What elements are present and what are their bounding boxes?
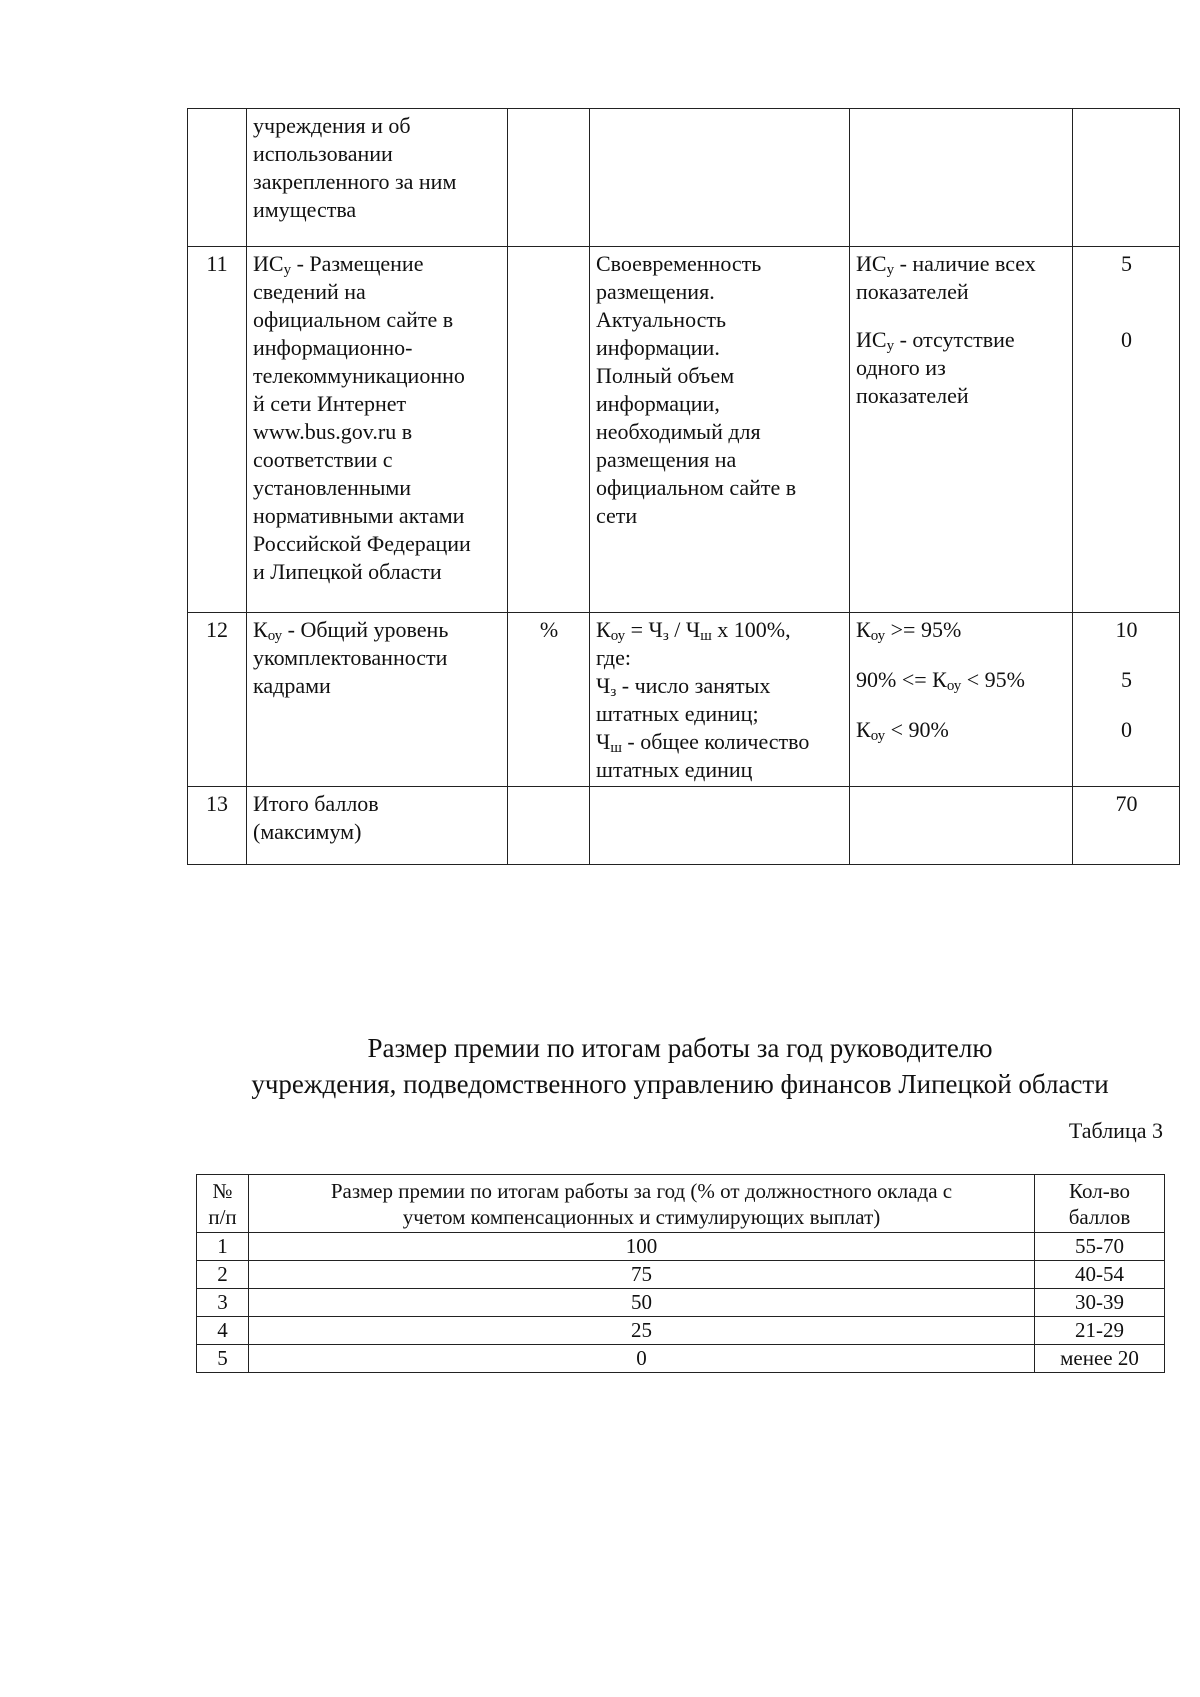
indicator-line: www.bus.gov.ru в xyxy=(253,419,413,444)
method-line: размещения. xyxy=(596,279,715,304)
indicator-line: использовании xyxy=(253,141,393,166)
points-cell xyxy=(1073,109,1180,247)
method-line: $Ч_ш$ - общее количество xyxy=(596,729,810,756)
indicator-line: Итого баллов xyxy=(253,791,379,816)
method-line: размещения на xyxy=(596,447,737,472)
indicator-line: соответствии с xyxy=(253,447,393,472)
unit-cell xyxy=(508,247,590,613)
criterion-line: одного из xyxy=(856,355,946,380)
indicator-line: закрепленного за ним xyxy=(253,169,457,194)
indicator-name-cell xyxy=(247,109,508,247)
indicator-line: и Липецкой области xyxy=(253,559,442,584)
points-cell xyxy=(1073,247,1180,613)
method-line: Своевременность xyxy=(596,251,762,276)
table-row xyxy=(197,1345,1165,1373)
table-row-total xyxy=(188,787,1180,865)
method-line: $Ч_з$ - число занятых xyxy=(596,673,771,700)
indicator-name-cell xyxy=(247,787,508,865)
indicator-line: Российской Федерации xyxy=(253,531,471,556)
table-header-row xyxy=(197,1175,1165,1233)
indicator-line: установленными xyxy=(253,475,412,500)
method-cell xyxy=(590,247,850,613)
bonus-size-cell: 100 xyxy=(249,1233,1035,1261)
method-line: официальном сайте в xyxy=(596,475,797,500)
points-cell: 70 xyxy=(1073,787,1180,865)
criteria-cell xyxy=(850,613,1073,787)
row-number-cell: 1 xyxy=(197,1233,249,1261)
unit-cell xyxy=(508,787,590,865)
method-line: штатных единиц; xyxy=(596,701,759,726)
method-cell xyxy=(590,109,850,247)
method-line: Актуальность xyxy=(596,307,727,332)
indicator-line: официальном сайте в xyxy=(253,307,454,332)
indicator-line: $ИС_у$ - Размещение xyxy=(253,251,424,278)
indicator-name-cell xyxy=(247,613,508,787)
row-number-cell: 13 xyxy=(188,787,247,865)
indicator-line: й сети Интернет xyxy=(253,391,407,416)
heading-line: Размер премии по итогам работы за год руководителю xyxy=(367,1033,993,1063)
table-row xyxy=(197,1261,1165,1289)
column-header-num: № п/п xyxy=(197,1175,249,1233)
criteria-cell xyxy=(850,787,1073,865)
row-number-cell xyxy=(188,109,247,247)
points-value: 5 xyxy=(1121,667,1132,692)
criterion-line: показателей xyxy=(856,279,969,304)
method-line: информации. xyxy=(596,335,720,360)
method-cell xyxy=(590,613,850,787)
bonus-size-cell: 75 xyxy=(249,1261,1035,1289)
column-header-size: Размер премии по итогам работы за год (% от должностного оклада с учетом компенсационных и стимулирующих выплат) xyxy=(249,1175,1035,1233)
points-value: 10 xyxy=(1115,617,1138,642)
heading-line: учреждения, подведомственного управлению финансов Липецкой области xyxy=(251,1069,1109,1099)
table-row xyxy=(188,613,1180,787)
table-caption: Таблица 3 xyxy=(1068,1118,1163,1143)
indicator-line: $К_{оу}$ - Общий уровень xyxy=(253,617,449,644)
points-range-cell: 30-39 xyxy=(1035,1289,1165,1317)
method-line: информации, xyxy=(596,391,720,416)
method-cell xyxy=(590,787,850,865)
points-value: 0 xyxy=(1121,717,1132,742)
indicator-line: телекоммуникационно xyxy=(253,363,465,388)
table-row-continuation xyxy=(188,109,1180,247)
method-line: необходимый для xyxy=(596,419,761,444)
criterion-line: $90\% <= К_{оу} < 95\%$ xyxy=(856,667,1025,694)
method-line: сети xyxy=(596,503,638,528)
formula-line: $К_{оу} = Ч_з / Ч_ш$ х 100%, xyxy=(596,617,791,644)
indicator-line: укомплектованности xyxy=(253,645,448,670)
row-number-cell: 4 xyxy=(197,1317,249,1345)
points-value: 5 xyxy=(1121,251,1132,276)
column-header-points: Кол-во баллов xyxy=(1035,1175,1165,1233)
method-line: штатных единиц xyxy=(596,757,753,782)
indicator-line: информационно- xyxy=(253,335,413,360)
table-row xyxy=(197,1289,1165,1317)
indicator-line: имущества xyxy=(253,197,357,222)
table-row xyxy=(197,1233,1165,1261)
indicator-line: (максимум) xyxy=(253,819,362,844)
section-heading xyxy=(150,1030,1200,1102)
bonus-size-cell: 25 xyxy=(249,1317,1035,1345)
row-number-cell: 12 xyxy=(188,613,247,787)
criteria-cell xyxy=(850,247,1073,613)
row-number-cell: 5 xyxy=(197,1345,249,1373)
row-number-cell: 3 xyxy=(197,1289,249,1317)
bonus-table xyxy=(196,1174,1165,1373)
unit-cell xyxy=(508,109,590,247)
table-row xyxy=(197,1317,1165,1345)
points-range-cell: 40-54 xyxy=(1035,1261,1165,1289)
method-line: Полный объем xyxy=(596,363,735,388)
criteria-table xyxy=(187,108,1180,865)
row-number-cell: 11 xyxy=(188,247,247,613)
method-line: где: xyxy=(596,645,631,670)
bonus-size-cell: 0 xyxy=(249,1345,1035,1373)
indicator-line: кадрами xyxy=(253,673,331,698)
points-range-cell: 55-70 xyxy=(1035,1233,1165,1261)
points-range-cell: менее 20 xyxy=(1035,1345,1165,1373)
criterion-line: $ИС_у$ - отсутствие xyxy=(856,327,1015,354)
row-number-cell: 2 xyxy=(197,1261,249,1289)
points-range-cell: 21-29 xyxy=(1035,1317,1165,1345)
points-value: 0 xyxy=(1121,327,1132,352)
criterion-line: $К_{оу} < 90\%$ xyxy=(856,717,949,744)
table-row xyxy=(188,247,1180,613)
indicator-name-cell xyxy=(247,247,508,613)
criteria-cell xyxy=(850,109,1073,247)
points-cell xyxy=(1073,613,1180,787)
criterion-line: $ИС_у$ - наличие всех xyxy=(856,251,1036,278)
indicator-line: сведений на xyxy=(253,279,366,304)
criterion-line: показателей xyxy=(856,383,969,408)
criterion-line: $К_{оу} >= 95\%$ xyxy=(856,617,962,644)
bonus-size-cell: 50 xyxy=(249,1289,1035,1317)
indicator-line: нормативными актами xyxy=(253,503,465,528)
indicator-line: учреждения и об xyxy=(253,113,411,138)
unit-cell: % xyxy=(508,613,590,787)
